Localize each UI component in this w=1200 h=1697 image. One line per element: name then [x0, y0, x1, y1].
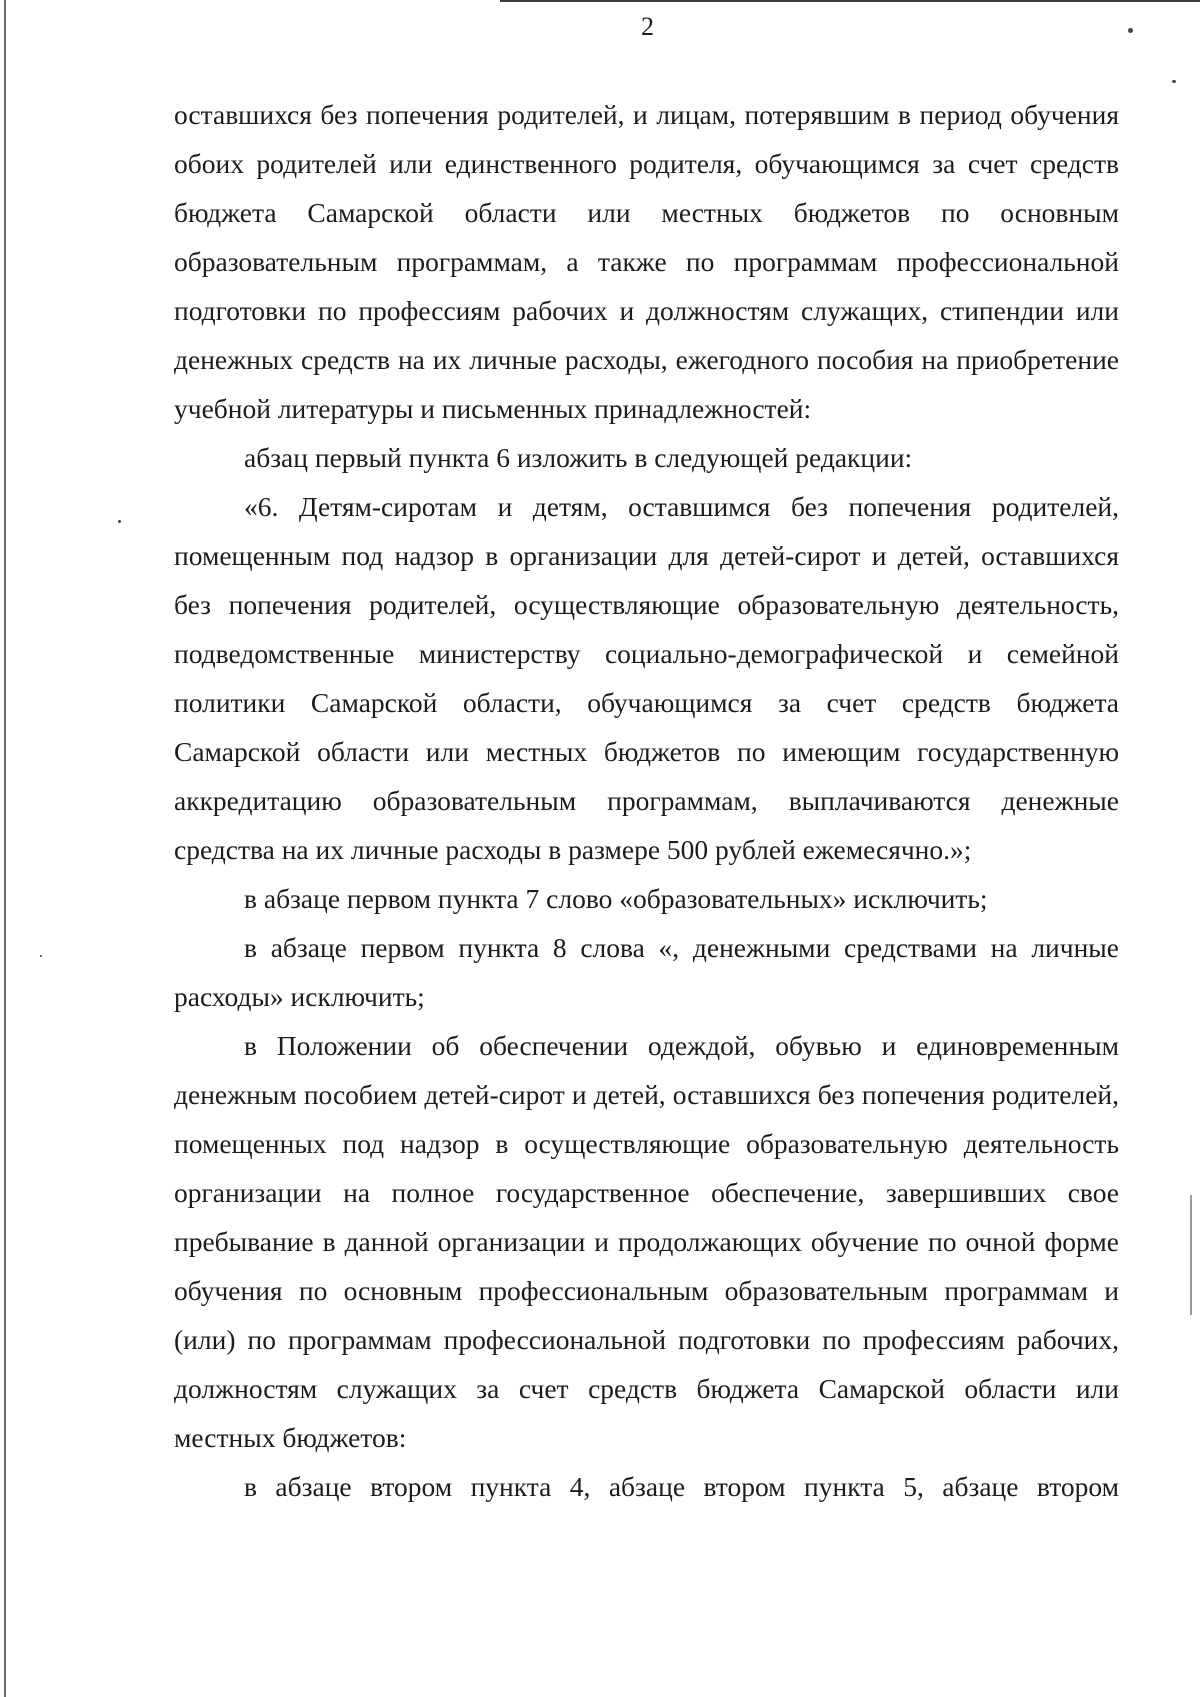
scan-top-line	[500, 0, 1200, 2]
document-body	[174, 90, 1119, 1511]
paragraph: оставшихся без попечения родителей, и лицам, потерявшим в период обучения обоих родителей или единственного родителя, обучающимся за счет средств бюджета Самарской области или местных бюджетов по основным образовательным программам, а также по программам профессиональной подготовки по профессиям рабочих и должностям служащих, стипендии или денежных средств на их личные расходы, ежегодного пособия на приобретение учебной литературы и письменных принадлежностей:	[174, 99, 1119, 424]
scan-speck	[1172, 80, 1176, 83]
paragraph: в абзаце первом пункта 8 слова «, денежными средствами на личные расходы» исключить;	[174, 932, 1119, 1012]
paragraph: в абзаце первом пункта 7 слово «образовательных» исключить;	[244, 883, 988, 914]
paragraph: «6. Детям-сиротам и детям, оставшимся без попечения родителей, помещенным под надзор в организации для детей-сирот и детей, оставшихся без попечения родителей, осуществляющие образовательную деятельность, подведомственные министерству социально-демографической и семейной политики Самарской области, обучающимся за счет средств бюджета Самарской области или местных бюджетов по имеющим государственную аккредитацию образовательным программам, выплачиваются денежные средства на их личные расходы в размере 500 рублей ежемесячно.»;	[174, 491, 1119, 865]
scan-speck	[40, 955, 42, 957]
page-number: 2	[641, 12, 654, 41]
paragraph: в абзаце втором пункта 4, абзаце втором пункта 5, абзаце втором	[244, 1471, 1119, 1502]
paragraph: в Положении об обеспечении одеждой, обувью и единовременным денежным пособием детей-сирот и детей, оставшихся без попечения родителей, помещенных под надзор в осуществляющие образовательную деятельность организации на полное государственное обеспечение, завершивших свое пребывание в данной организации и продолжающих обучение по очной форме обучения по основным профессиональным образовательным программам и (или) по программам профессиональной подготовки по профессиям рабочих, должностям служащих за счет средств бюджета Самарской области или местных бюджетов:	[174, 1030, 1119, 1453]
scan-speck	[118, 520, 121, 523]
paragraph: абзац первый пункта 6 изложить в следующей редакции:	[244, 442, 913, 473]
scan-left-border	[4, 0, 6, 1697]
scan-right-mark	[1190, 1195, 1192, 1315]
